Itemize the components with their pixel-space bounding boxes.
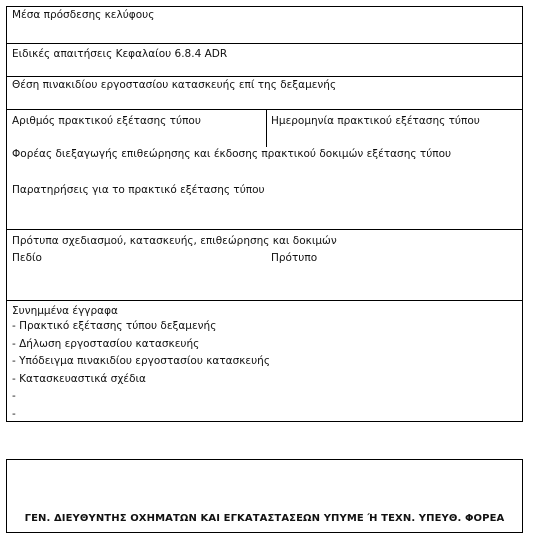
standards-standard-label: Πρότυπο: [271, 252, 318, 264]
attachment-item: - Υπόδειγμα πινακιδίου εργοστασίου κατασκευής: [12, 355, 270, 367]
signature-box: [6, 459, 523, 533]
attachments-title: Συνημμένα έγγραφα: [12, 305, 118, 317]
attachment-item: -: [12, 407, 16, 420]
label-shell-access: Μέσα πρόσδεσης κελύφους: [12, 9, 155, 21]
attachment-item: -: [12, 390, 16, 402]
row-remarks: [7, 182, 522, 230]
label-special-requirements: Ειδικές απαιτήσεις Κεφαλαίου 6.8.4 ADR: [12, 48, 228, 60]
row-attachments: [7, 301, 522, 421]
type-approval-form: [6, 6, 523, 422]
attachment-item: - Δήλωση εργοστασίου κατασκευής: [12, 337, 200, 350]
standards-field-label: Πεδίο: [12, 252, 42, 264]
signatory-title: ΓΕΝ. ΔΙΕΥΘΥΝΤΗΣ ΟΧΗΜΑΤΩΝ ΚΑΙ ΕΓΚΑΤΑΣΤΑΣΕΩΝ ΥΠΥΜΕ Ή ΤΕΧΝ. ΥΠΕΥΘ. ΦΟΡΕΑ: [24, 513, 505, 524]
row-shell-access: [7, 7, 522, 44]
attachment-item: - Πρακτικό εξέτασης τύπου δεξαμενής: [12, 320, 217, 332]
label-remarks: Παρατηρήσεις για το πρακτικό εξέτασης τύπου: [12, 184, 265, 196]
label-type-test-date: Ημερομηνία πρακτικού εξέτασης τύπου: [271, 115, 480, 127]
row-plate-position: [7, 77, 522, 110]
label-plate-position: Θέση πινακιδίου εργοστασίου κατασκευής επί της δεξαμενής: [12, 79, 337, 91]
standards-title: Πρότυπα σχεδιασμού, κατασκευής, επιθεώρησης και δοκιμών: [12, 235, 337, 247]
type-test-divider: [266, 110, 267, 147]
row-inspection-body: [7, 147, 522, 182]
attachments-list: [12, 318, 270, 423]
label-inspection-body: Φορέας διεξαγωγής επιθεώρησης και έκδοσης πρακτικού δοκιμών εξέτασης τύπου: [12, 148, 452, 160]
label-type-test-number: Αριθμός πρακτικού εξέτασης τύπου: [12, 115, 201, 127]
row-type-test: [7, 110, 522, 147]
row-standards: [7, 230, 522, 301]
attachment-item: - Κατασκευαστικά σχέδια: [12, 372, 146, 385]
row-special-requirements: [7, 44, 522, 77]
